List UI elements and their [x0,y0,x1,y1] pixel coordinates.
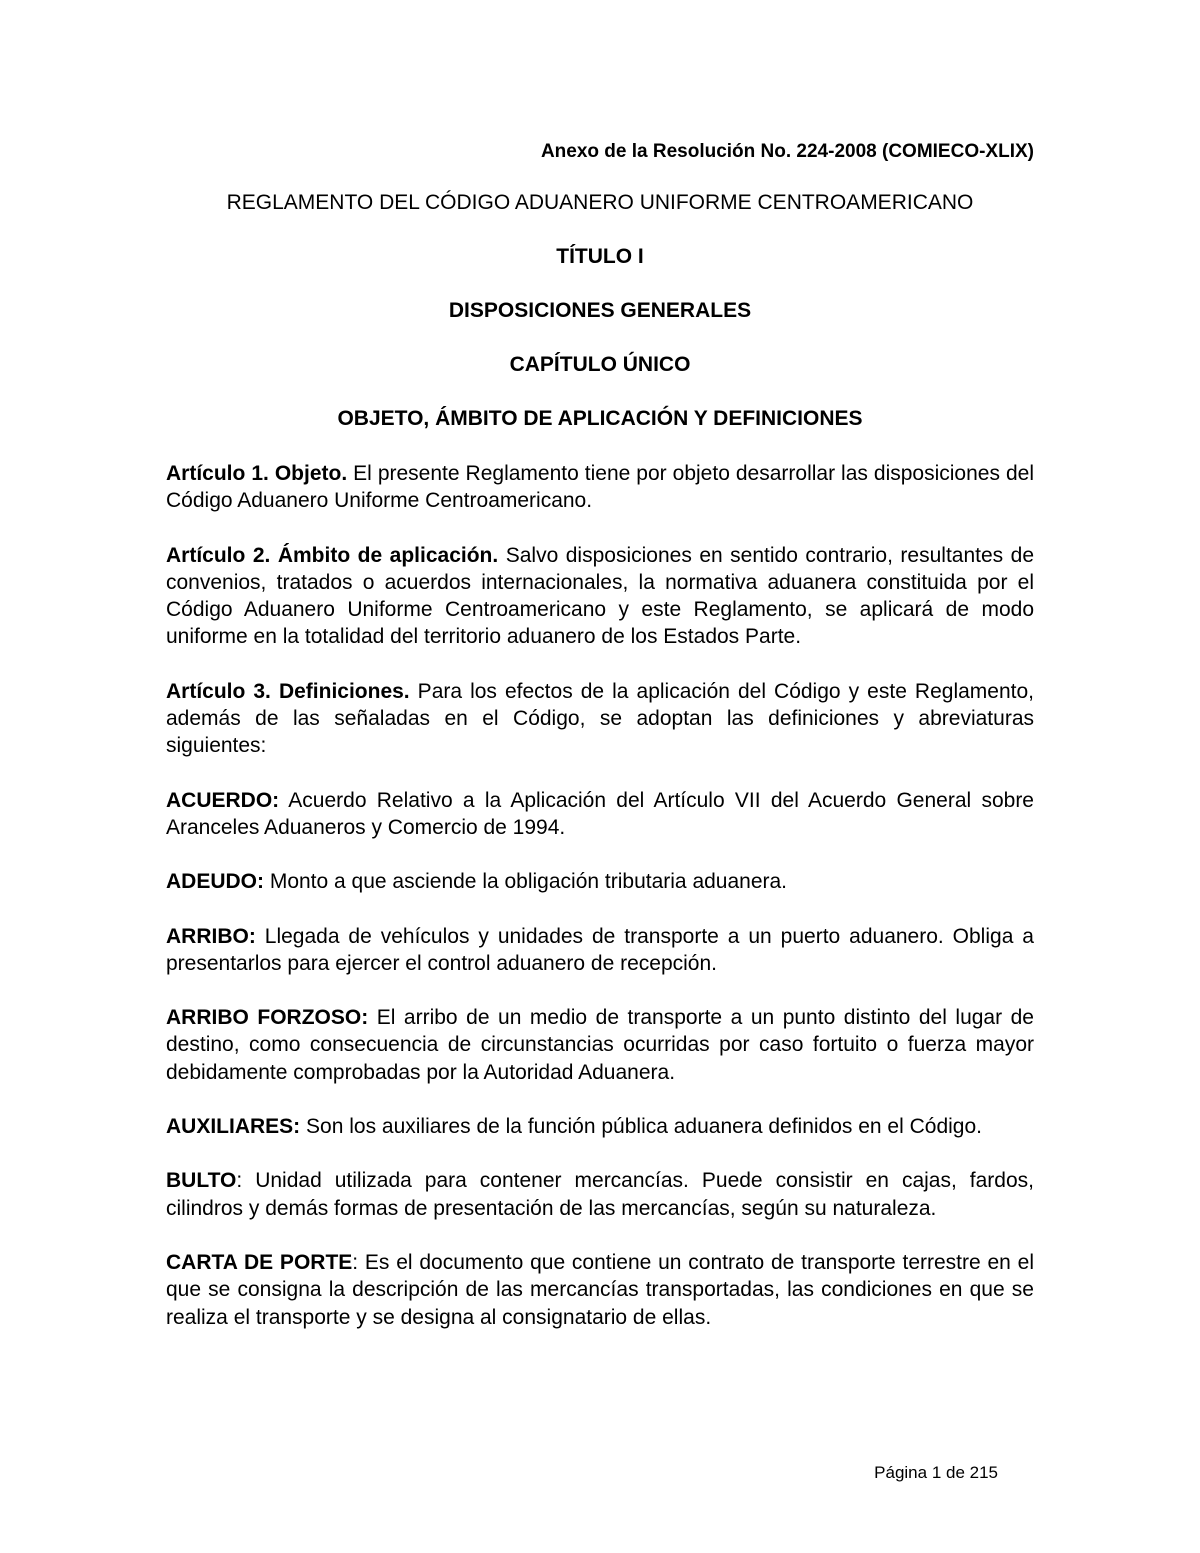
definition-term: ADEUDO: [166,870,264,894]
definition-paragraph [166,1113,1034,1140]
definition-term: BULTO [166,1169,237,1193]
definition-paragraph [166,1004,1034,1086]
definition-text: Acuerdo Relativo a la Aplicación del Artículo VII del Acuerdo General sobre Aranceles Aduaneros y Comercio de 1994. [166,788,1034,839]
article-text: Salvo disposiciones en sentido contrario, resultantes de convenios, tratados o acuerdos internacionales, la normativa aduanera constituida por el Código Aduanero Uniforme Centroamericano y este Reglamento, se aplicará de modo uniforme en la totalidad del territorio aduanero de los Estados Parte. [166,543,1035,649]
title-heading: TÍTULO I [556,245,644,268]
definition-text: Son los auxiliares de la función pública aduanera definidos en el Código. [300,1115,982,1139]
definition-term: AUXILIARES: [166,1115,301,1139]
section-heading: DISPOSICIONES GENERALES [448,299,752,322]
definition-text: Llegada de vehículos y unidades de transporte a un puerto aduanero. Obliga a presentarlos para ejercer el control aduanero de recepción. [166,924,1034,975]
article-paragraph [166,678,1034,760]
definition-paragraph [166,923,1034,978]
definition-text: : Unidad utilizada para contener mercancías. Puede consistir en cajas, fardos, cilindros y demás formas de presentación de las mercancías, según su naturaleza. [166,1169,1034,1220]
page-number: Página 1 de 215 [874,1463,998,1482]
definition-term: ARRIBO FORZOSO: [166,1006,369,1030]
article-text: Para los efectos de la aplicación del Código y este Reglamento, además de las señaladas en el Código, se adoptan las definiciones y abreviaturas siguientes: [166,679,1034,758]
definition-text: El arribo de un medio de transporte a un punto distinto del lugar de destino, como consecuencia de circunstancias ocurridas por caso fortuito o fuerza mayor debidamente comprobadas por la Autoridad Aduanera. [166,1006,1034,1084]
definition-paragraph [166,1167,1034,1222]
definition-paragraph [166,787,1034,842]
document-body [166,460,1034,1358]
article-label: Artículo 3. Definiciones. [166,679,410,703]
chapter-name-heading: OBJETO, ÁMBITO DE APLICACIÓN Y DEFINICIONES [337,407,863,430]
annex-reference: Anexo de la Resolución No. 224-2008 (COMIECO-XLIX) [540,141,1034,162]
regulation-title: REGLAMENTO DEL CÓDIGO ADUANERO UNIFORME CENTROAMERICANO [226,191,974,214]
chapter-heading: CAPÍTULO ÚNICO [509,353,691,376]
definition-term: ARRIBO: [166,924,256,948]
article-label: Artículo 2. Ámbito de aplicación. [166,543,499,567]
definition-text: Monto a que asciende la obligación tributaria aduanera. [264,870,788,894]
article-paragraph [166,460,1034,515]
article-label: Artículo 1. Objeto. [166,462,348,485]
definition-paragraph [166,1249,1034,1331]
definition-text: : Es el documento que contiene un contrato de transporte terrestre en el que se consigna la descripción de las mercancías transportadas, las condiciones en que se realiza el transporte y se designa al consignatario de ellas. [166,1250,1034,1329]
article-text: El presente Reglamento tiene por objeto desarrollar las disposiciones del Código Aduanero Uniforme Centroamericano. [166,462,1034,513]
definition-paragraph [166,868,1034,895]
definition-term: CARTA DE PORTE [166,1250,353,1274]
definition-term: ACUERDO: [166,788,280,812]
article-paragraph [166,542,1034,651]
